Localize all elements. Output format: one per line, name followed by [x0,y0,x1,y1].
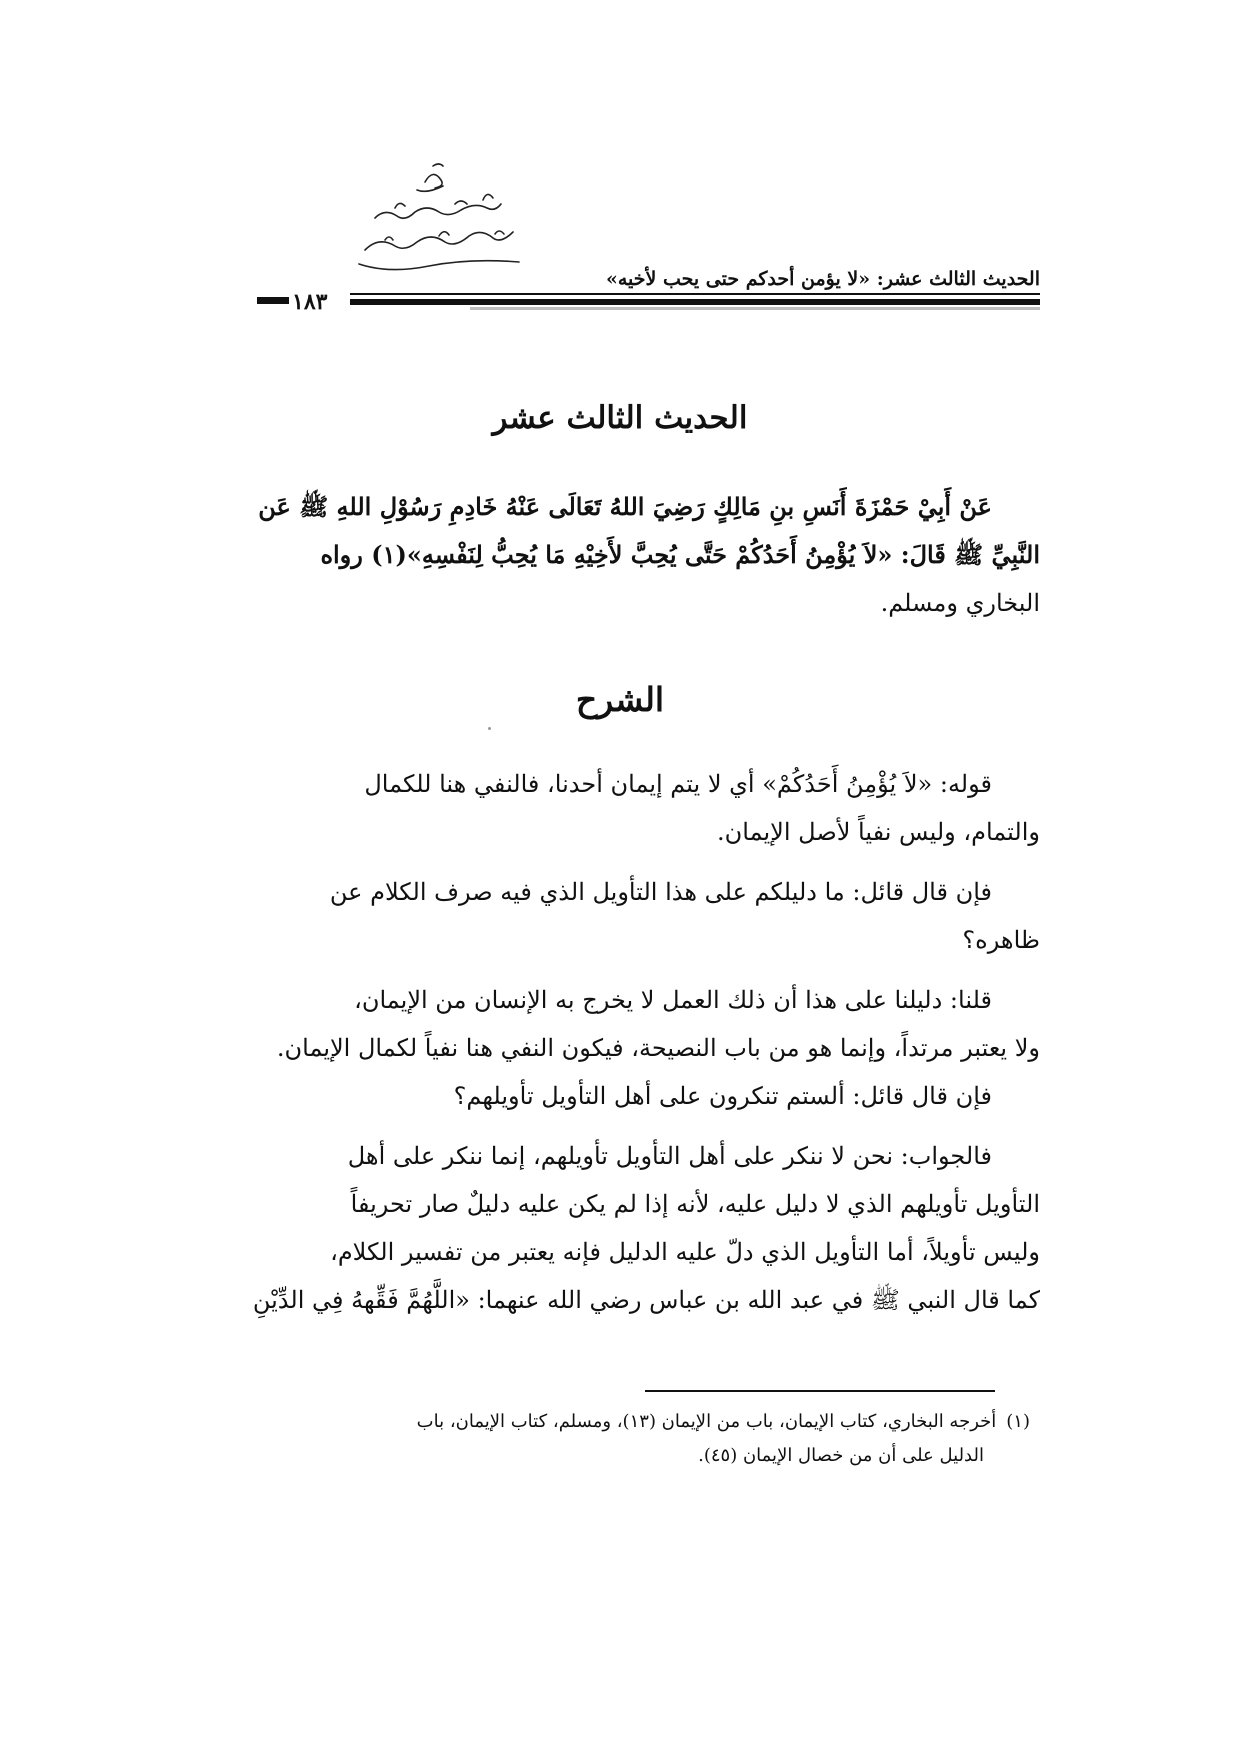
paragraph-gap [205,1120,1040,1132]
page-number: ١٨٣ [292,289,328,315]
sharh-p1-line-2: والتمام، وليس نفياً لأصل الإيمان. [717,818,1040,846]
sharh-p1-line-1: قوله: «لاَ يُؤْمِنُ أَحَدُكُمْ» أي لا يتم إيمان أحدنا، فالنفي هنا للكمال [364,770,992,798]
footnote-number: (١) [1006,1411,1030,1432]
sharh-p4-line-2: التأويل تأويلهم الذي لا دليل عليه، لأنه إذا لم يكن عليه دليلٌ صار تحريفاً [350,1190,1040,1218]
scan-speck [488,727,491,730]
footnote-line-1 [215,1405,1030,1439]
page-number-bar [257,297,289,304]
hadith-title: الحديث الثالث عشر [492,400,748,436]
sharh-title: الشرح [575,680,665,719]
footnote-line-2: الدليل على أن من خصال الإيمان (٤٥). [698,1445,984,1466]
sharh-p2-line-1: فإن قال قائل: ما دليلكم على هذا التأويل الذي فيه صرف الكلام عن [329,878,992,906]
sharh-body [205,760,1040,1324]
paragraph-gap [205,856,1040,868]
header-rule-shadow [470,307,1040,310]
sharh-p3-line-1: قلنا: دليلنا على هذا أن ذلك العمل لا يخرج به الإنسان من الإيمان، [354,986,992,1014]
sharh-p3-line-2: ولا يعتبر مرتداً، وإنما هو من باب النصيحة، فيكون النفي هنا نفياً لكمال الإيمان. [276,1034,1040,1062]
sharh-p4-line-4: كما قال النبي ﷺ في عبد الله بن عباس رضي الله عنهما: «اللَّهُمَّ فَقِّههُ فِي الدِّيْنِ [252,1286,1040,1314]
sharh-p3-line-3: فإن قال قائل: ألستم تنكرون على أهل التأويل تأويلهم؟ [453,1082,992,1110]
sharh-p4-line-3: وليس تأويلاً، أما التأويل الذي دلّ عليه الدليل فإنه يعتبر من تفسير الكلام، [330,1238,1040,1266]
footnote [215,1405,1030,1473]
stamp-signature-graphic [355,160,525,285]
hadith-line-2: النَّبِيِّ ﷺ قَالَ: «لاَ يُؤْمِنُ أَحَدُكُمْ حَتَّى يُحِبَّ لأَخِيْهِ مَا يُحِبُّ لِنَفْسِهِ»(١) رواه [320,540,1040,569]
hadith-text [205,483,1040,627]
paragraph-gap [205,964,1040,976]
hadith-line-1: عَنْ أَبِيْ حَمْزَةَ أَنَسِ بنِ مَالِكٍ رَضِيَ اللهُ تَعَالَى عَنْهُ خَادِمِ رَسُوْلِ اللهِ ﷺ عَن [258,492,992,521]
header-rule-thick [350,299,1040,305]
sharh-p2-line-2: ظاهره؟ [962,926,1040,954]
footnote-rule [645,1390,995,1392]
handwritten-stamp [355,160,525,285]
footnote-text-1: أخرجه البخاري، كتاب الإيمان، باب من الإيمان (١٣)، ومسلم، كتاب الإيمان، باب [416,1411,997,1432]
hadith-line-3: البخاري ومسلم. [880,589,1040,617]
sharh-p4-line-1: فالجواب: نحن لا ننكر على أهل التأويل تأويلهم، إنما ننكر على أهل [347,1142,992,1170]
running-header-title: الحديث الثالث عشر: «لا يؤمن أحدكم حتى يحب لأخيه» [605,268,1040,290]
header-rule-thin [350,293,1040,295]
